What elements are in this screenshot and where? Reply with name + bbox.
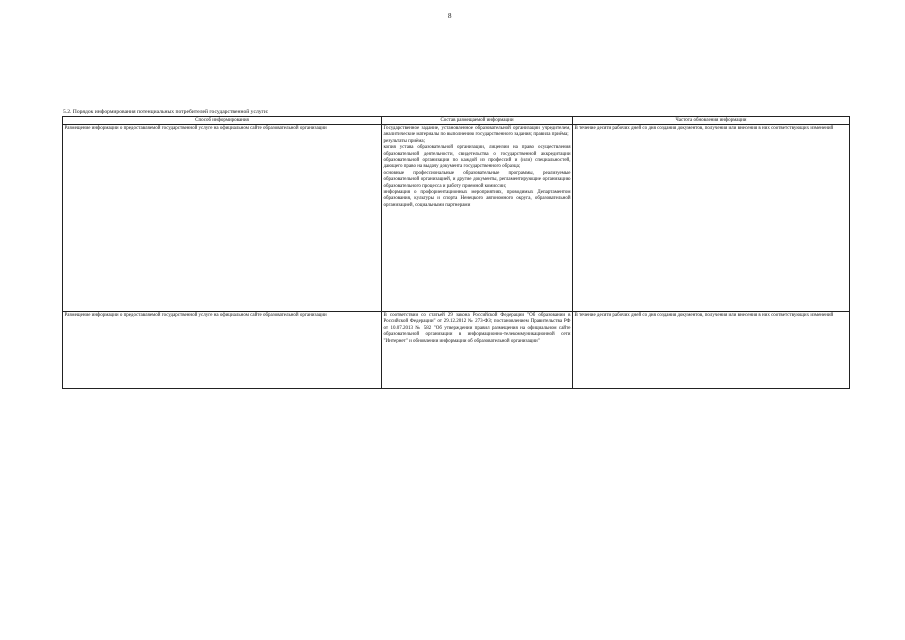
method-cell: Размещение информации о предоставляемой государственной услуге на официальном сайте образовательной организации <box>63 312 382 389</box>
table-header <box>63 117 850 125</box>
information-table <box>62 116 850 389</box>
method-cell: Размещение информации о предоставляемой государственной услуге на официальном сайте образовательной организации <box>63 125 382 312</box>
table-row <box>63 312 850 389</box>
content-paragraph: информация о профориентационных мероприятиях, проводимых Департаментом образования, культуры и спорта Ненецкого автономного округа, образовательной организацией, социальными партнерами <box>383 189 571 208</box>
content-paragraph: копия устава образовательной организации, лицензии на право осуществления образовательной деятельности, свидетельства о государственной аккредитации образовательной организации по каждой из профессий и (или) специальностей, дающего право на выдачу документа государственного образца; <box>383 145 571 170</box>
content-cell <box>382 312 573 389</box>
header-method: Способ информирования <box>63 117 382 125</box>
table-body <box>63 125 850 389</box>
page-number: 8 <box>448 12 452 20</box>
header-content: Состав размещаемой информации <box>382 117 573 125</box>
content-paragraph: В соответствии со статьей 29 закона Российской Федерации "Об образовании в Российской Федерации" от 29.12.2012 № 273-ФЗ; постановлением Правительства РФ от 10.07.2013 № 582 "Об утверждении правил размещения на официальном сайте образовательной организации в информационно-телекоммуникационной сети "Интернет" и обновлении информации об образовательной организации" <box>383 312 571 344</box>
content-paragraph: Государственное задание, установленное образовательной организации учредителем, аналитические материалы по выполнению государственного задания; правила приёма; <box>383 125 571 138</box>
frequency-cell: В течение десяти рабочих дней со дня создания документов, получения или внесения в них соответствующих изменений <box>573 312 850 389</box>
table-header-row <box>63 117 850 125</box>
frequency-cell: В течение десяти рабочих дней со дня создания документов, получения или внесения в них соответствующих изменений <box>573 125 850 312</box>
section-heading: 5.2. Порядок информирования потенциальных потребителей государственной услуги: <box>63 109 269 115</box>
content-cell <box>382 125 573 312</box>
content-paragraph: результаты приёма; <box>383 138 425 144</box>
table-row <box>63 125 850 312</box>
content-paragraph: основные профессиональные образовательные программы, реализуемые образовательной организацией, и другие документы, регламентирующие организацию образовательного процесса и работу приемной комиссии; <box>383 170 571 189</box>
header-frequency: Частота обновления информации <box>573 117 850 125</box>
